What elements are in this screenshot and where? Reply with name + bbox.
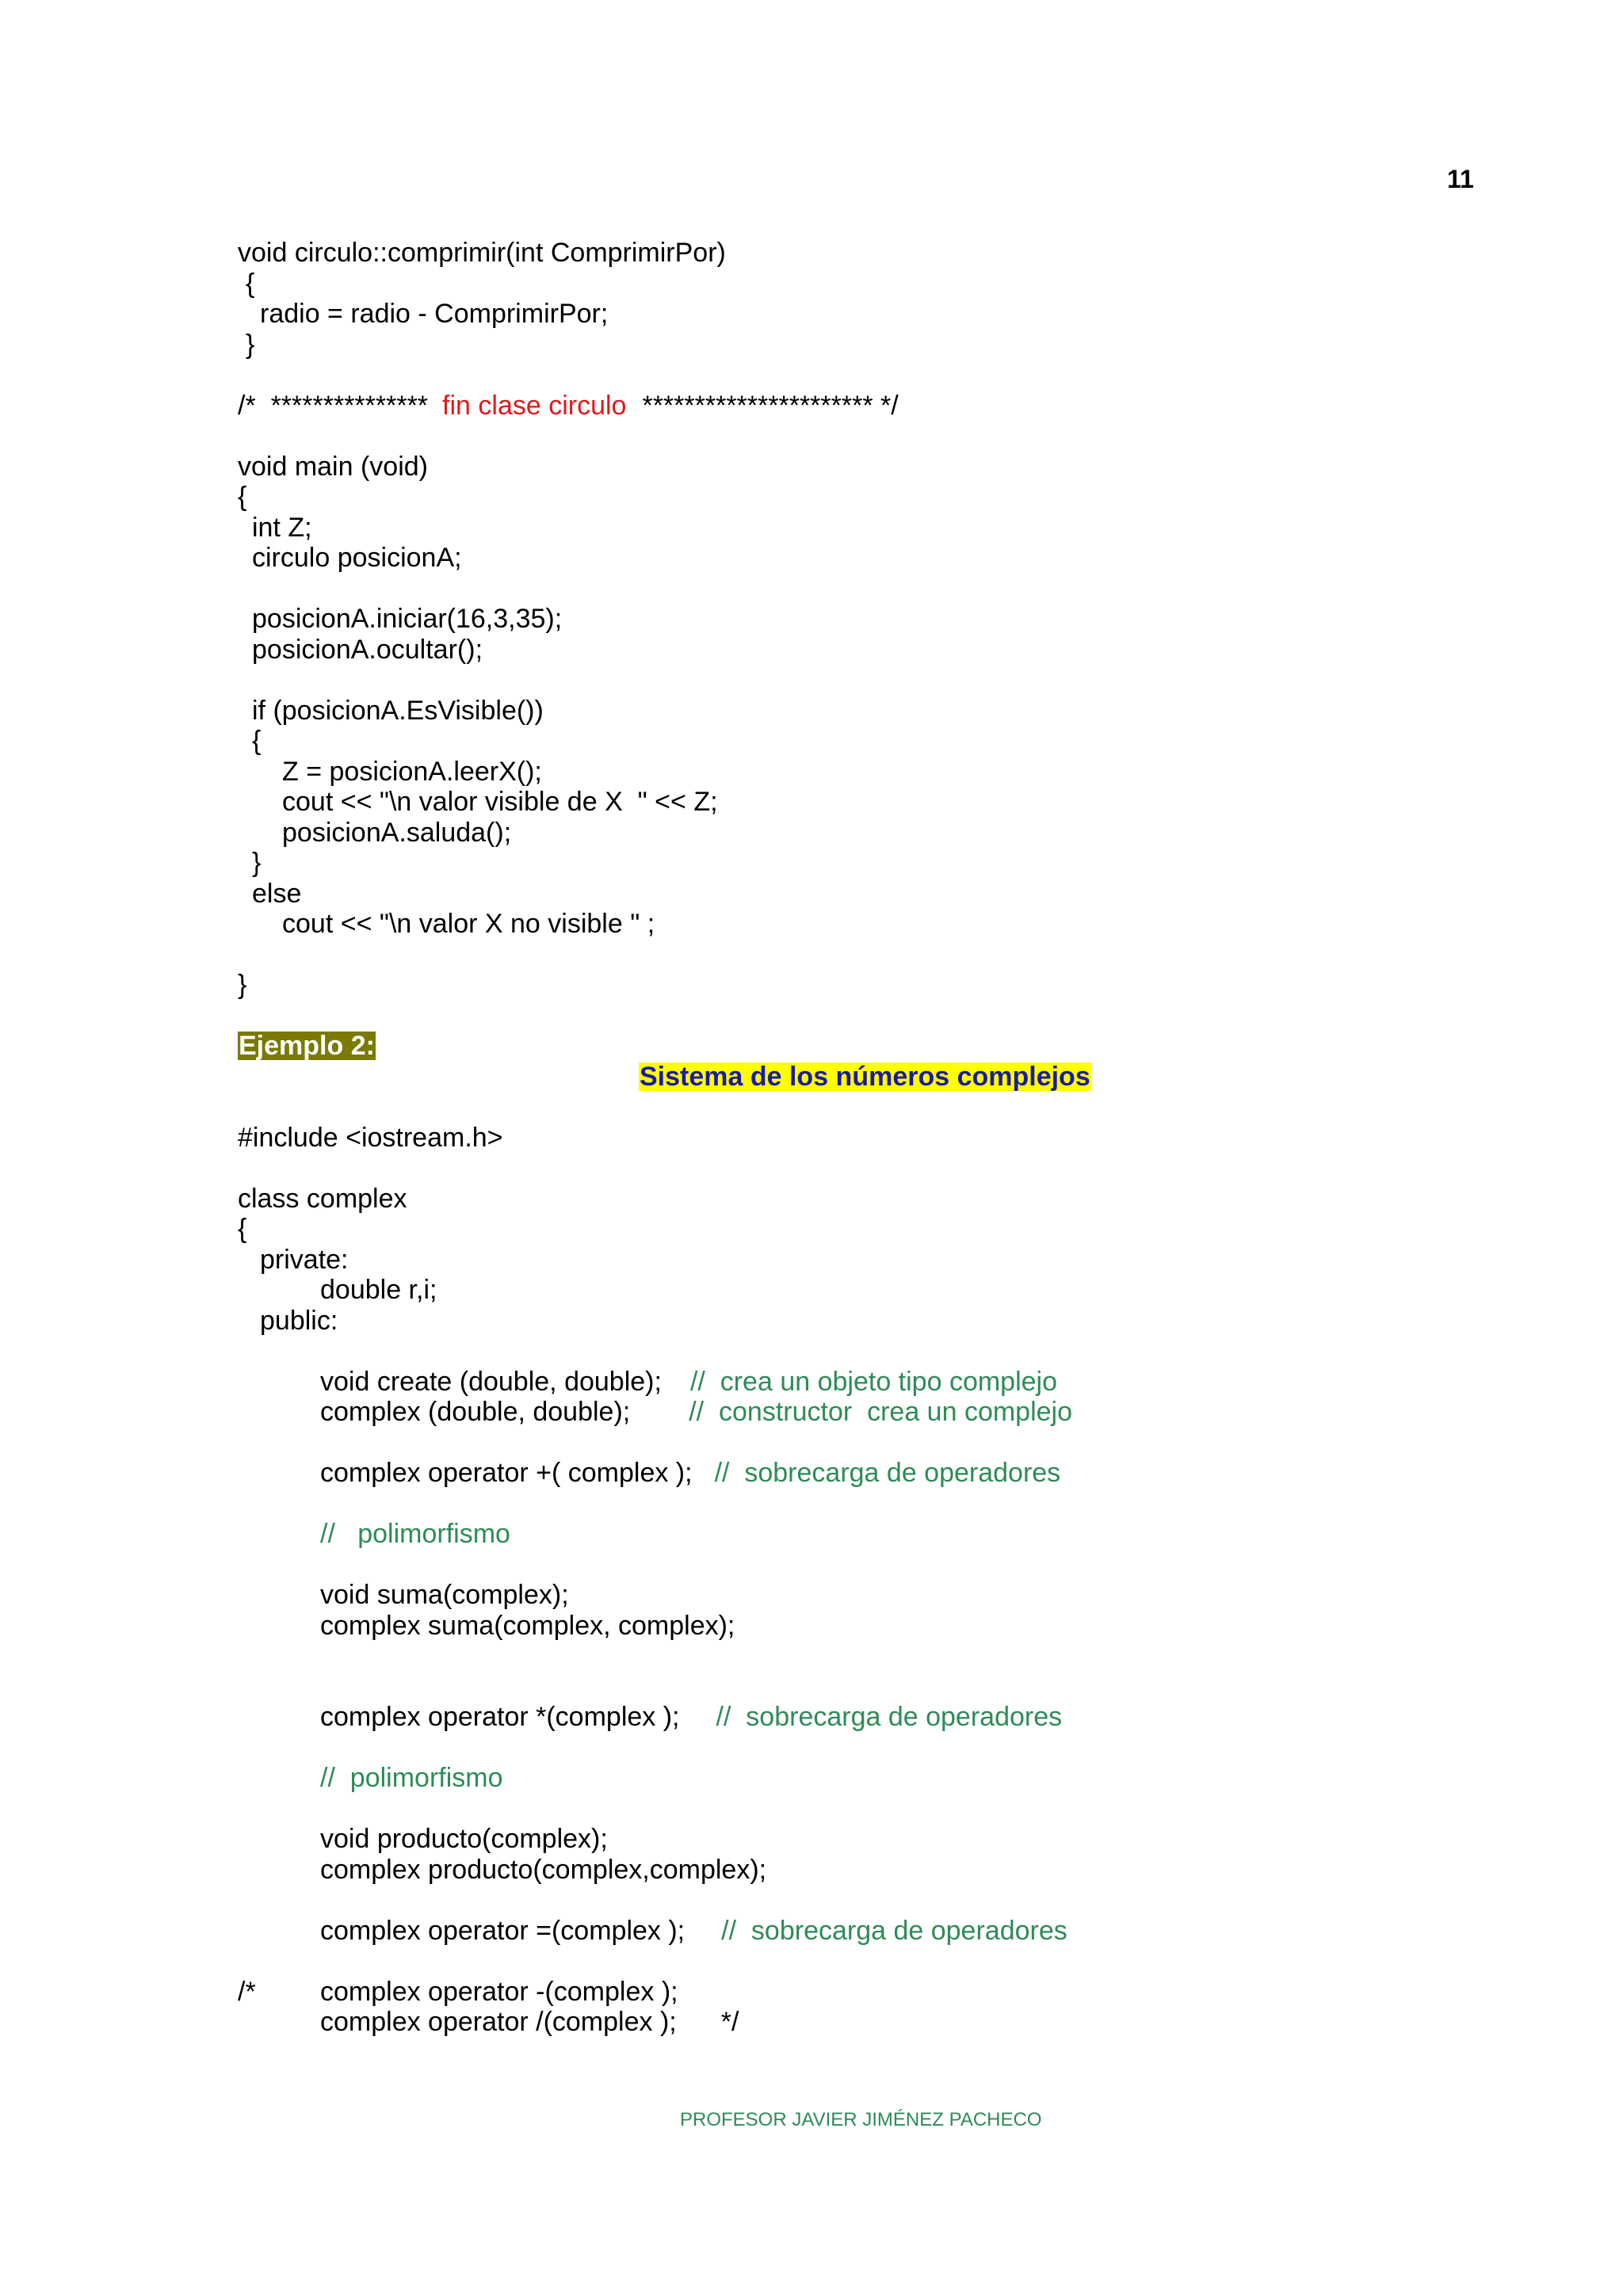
code-line <box>238 1397 1506 1428</box>
code-line: complex producto(complex,complex); <box>320 1854 767 1885</box>
code-line: } <box>252 848 262 878</box>
code-text: complex (double, double); <box>320 1397 631 1427</box>
code-comment: // sobrecarga de operadores <box>714 1458 1061 1488</box>
code-line: else <box>252 878 302 909</box>
code-line: { <box>238 1214 247 1244</box>
code-comment: // sobrecarga de operadores <box>721 1915 1067 1946</box>
comment-stars-right: ********************** */ <box>642 390 899 421</box>
code-line: complex suma(complex, complex); <box>320 1610 735 1641</box>
code-line: cout << "\n valor visible de X " << Z; <box>282 787 718 817</box>
code-line: double r,i; <box>320 1275 437 1305</box>
code-line: void producto(complex); <box>320 1824 608 1854</box>
code-line: posicionA.saluda(); <box>282 817 512 848</box>
code-line: posicionA.ocultar(); <box>252 634 483 665</box>
code-listing <box>238 238 1506 2038</box>
code-comment: // constructor crea un complejo <box>689 1397 1073 1427</box>
code-line: void main (void) <box>238 451 428 482</box>
code-comment: // sobrecarga de operadores <box>716 1702 1063 1732</box>
code-line <box>238 1977 1506 2008</box>
section-end-comment <box>238 391 1506 421</box>
code-line <box>238 1458 1506 1489</box>
code-line: radio = radio - ComprimirPor; <box>260 299 609 329</box>
code-line: { <box>238 482 247 512</box>
code-line <box>238 1367 1506 1398</box>
code-line: cout << "\n valor X no visible " ; <box>282 909 655 939</box>
code-line: #include <iostream.h> <box>238 1122 503 1153</box>
code-line: { <box>246 268 255 299</box>
code-comment: // polimorfismo <box>320 1519 510 1549</box>
comment-stars-left: /* *************** <box>238 390 429 421</box>
example-heading: Ejemplo 2: <box>239 1031 375 1061</box>
code-line <box>238 1702 1506 1733</box>
comment-close: */ <box>720 2007 739 2037</box>
code-line: if (posicionA.EsVisible()) <box>252 695 544 726</box>
code-text: complex operator -(complex ); <box>320 1976 678 2007</box>
code-text: complex operator /(complex ); <box>320 2007 677 2037</box>
code-line: class complex <box>238 1183 407 1214</box>
code-line: posicionA.iniciar(16,3,35); <box>252 604 563 634</box>
code-line: circulo posicionA; <box>252 543 462 573</box>
section-end-label: fin clase circulo <box>442 390 627 421</box>
comment-open: /* <box>238 1976 256 2007</box>
code-line <box>238 2007 1506 2038</box>
code-text: complex operator *(complex ); <box>320 1702 680 1732</box>
code-line: void suma(complex); <box>320 1580 569 1610</box>
page-number: 11 <box>1447 165 1474 193</box>
code-line: { <box>252 726 262 756</box>
code-text: void create (double, double); <box>320 1366 662 1397</box>
code-line: Z = posicionA.leerX(); <box>282 756 542 787</box>
code-line <box>238 1916 1506 1947</box>
code-comment: // crea un objeto tipo complejo <box>689 1366 1058 1397</box>
code-text: complex operator =(complex ); <box>320 1915 685 1946</box>
code-comment: // polimorfismo <box>320 1763 503 1793</box>
example-subtitle: Sistema de los números complejos <box>640 1061 1090 1092</box>
code-line: private: <box>260 1244 349 1275</box>
footer-author: PROFESOR JAVIER JIMÉNEZ PACHECO <box>680 2109 1042 2130</box>
code-line: } <box>238 970 247 1000</box>
code-text: complex operator +( complex ); <box>320 1458 693 1488</box>
code-line: int Z; <box>252 512 312 543</box>
code-line: public: <box>260 1305 338 1336</box>
code-line: } <box>246 329 255 360</box>
code-line: void circulo::comprimir(int ComprimirPor) <box>238 238 726 268</box>
